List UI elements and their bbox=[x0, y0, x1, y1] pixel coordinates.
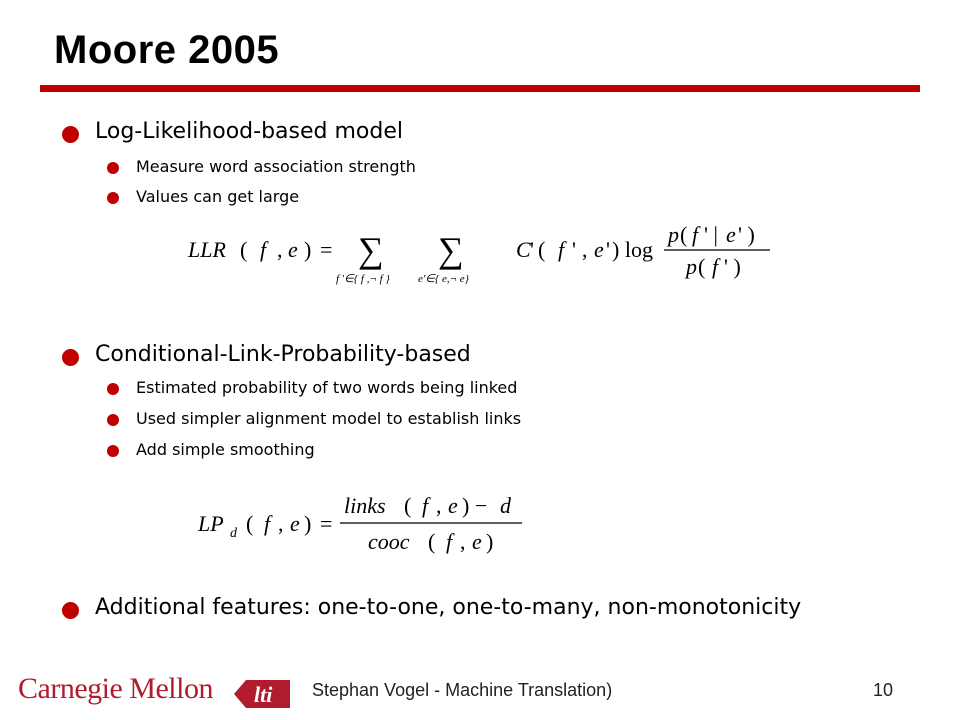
lti-logo bbox=[232, 674, 294, 714]
svg-text:f: f bbox=[712, 254, 719, 279]
sub-bullet-simpler-alignment: Used simpler alignment model to establish links bbox=[136, 409, 522, 428]
svg-text:,: , bbox=[582, 237, 588, 262]
svg-text:(: ( bbox=[680, 222, 688, 247]
svg-text:e: e bbox=[594, 237, 604, 262]
svg-text:C: C bbox=[516, 237, 531, 262]
svg-text:(: ( bbox=[428, 529, 436, 554]
svg-text:e: e bbox=[472, 529, 482, 554]
svg-text:,: , bbox=[436, 493, 442, 518]
bullet-additional-features: Additional features: one-to-one, one-to-many, non-monotonicity bbox=[95, 595, 802, 620]
svg-text:': ' bbox=[530, 237, 534, 262]
sub-bullet-icon bbox=[107, 383, 119, 395]
svg-text:=: = bbox=[320, 237, 333, 262]
sub-bullet-association: Measure word association strength bbox=[136, 157, 416, 176]
bullet-conditional-link: Conditional-Link-Probability-based bbox=[95, 342, 471, 367]
svg-text:': ' bbox=[572, 237, 576, 262]
svg-text:) −: ) − bbox=[462, 493, 488, 518]
svg-text:(: ( bbox=[240, 237, 248, 262]
svg-text:): ) bbox=[486, 529, 494, 554]
svg-text:,: , bbox=[460, 529, 466, 554]
llr-formula bbox=[180, 222, 780, 292]
svg-text:' ): ' ) bbox=[724, 254, 741, 279]
lp-formula bbox=[190, 485, 550, 560]
svg-text:f: f bbox=[260, 237, 267, 262]
svg-text:(: ( bbox=[698, 254, 706, 279]
svg-text:): ) bbox=[304, 237, 312, 262]
sub-bullet-icon bbox=[107, 414, 119, 426]
sub-bullet-estimated-probability: Estimated probability of two words being linked bbox=[136, 378, 518, 397]
svg-text:e: e bbox=[290, 511, 300, 536]
svg-text:d: d bbox=[230, 526, 237, 541]
svg-text:' ): ' ) bbox=[738, 222, 755, 247]
svg-text:links: links bbox=[344, 493, 386, 518]
bullet-icon bbox=[62, 602, 79, 619]
svg-text:) log: ) log bbox=[612, 237, 653, 262]
svg-text:f: f bbox=[446, 529, 453, 554]
svg-text:=: = bbox=[320, 511, 333, 536]
bullet-icon bbox=[62, 349, 79, 366]
svg-text:e: e bbox=[288, 237, 298, 262]
svg-text:LP: LP bbox=[198, 511, 224, 536]
svg-text:(: ( bbox=[246, 511, 254, 536]
svg-text:p: p bbox=[686, 254, 697, 279]
bullet-log-likelihood: Log-Likelihood-based model bbox=[95, 119, 403, 144]
lti-logo-text: lti bbox=[254, 682, 273, 707]
svg-text:(: ( bbox=[404, 493, 412, 518]
svg-text:p: p bbox=[668, 222, 679, 247]
svg-text:f '∈{ f ,¬ f }: f '∈{ f ,¬ f } bbox=[336, 273, 390, 285]
svg-text:e'∈{ e,¬ e}: e'∈{ e,¬ e} bbox=[418, 273, 470, 285]
page-number: 10 bbox=[873, 680, 894, 700]
sub-bullet-smoothing: Add simple smoothing bbox=[136, 440, 315, 459]
svg-text:d: d bbox=[500, 493, 511, 518]
sub-bullet-icon bbox=[107, 445, 119, 457]
svg-text:,: , bbox=[278, 511, 284, 536]
svg-text:f: f bbox=[422, 493, 429, 518]
svg-text:(: ( bbox=[538, 237, 546, 262]
svg-text:): ) bbox=[304, 511, 312, 536]
svg-text:e: e bbox=[726, 222, 736, 247]
slide-title: Moore 2005 bbox=[54, 28, 280, 72]
svg-text:': ' bbox=[606, 237, 610, 262]
sub-bullet-icon bbox=[107, 192, 119, 204]
svg-text:e: e bbox=[448, 493, 458, 518]
title-underline bbox=[40, 85, 920, 92]
svg-text:LLR: LLR bbox=[188, 237, 226, 262]
svg-text:f: f bbox=[558, 237, 565, 262]
svg-text:,: , bbox=[277, 237, 283, 262]
svg-text:f: f bbox=[692, 222, 699, 247]
svg-text:f: f bbox=[264, 511, 271, 536]
svg-text:∑: ∑ bbox=[358, 230, 384, 270]
sub-bullet-values-large: Values can get large bbox=[136, 187, 300, 206]
footer-author: Stephan Vogel - Machine Translation) bbox=[312, 680, 613, 700]
bullet-icon bbox=[62, 126, 79, 143]
svg-text:cooc: cooc bbox=[368, 529, 410, 554]
svg-text:' |: ' | bbox=[704, 222, 718, 247]
svg-text:∑: ∑ bbox=[438, 230, 464, 270]
sub-bullet-icon bbox=[107, 162, 119, 174]
carnegie-mellon-logo: Carnegie Mellon bbox=[18, 672, 213, 705]
